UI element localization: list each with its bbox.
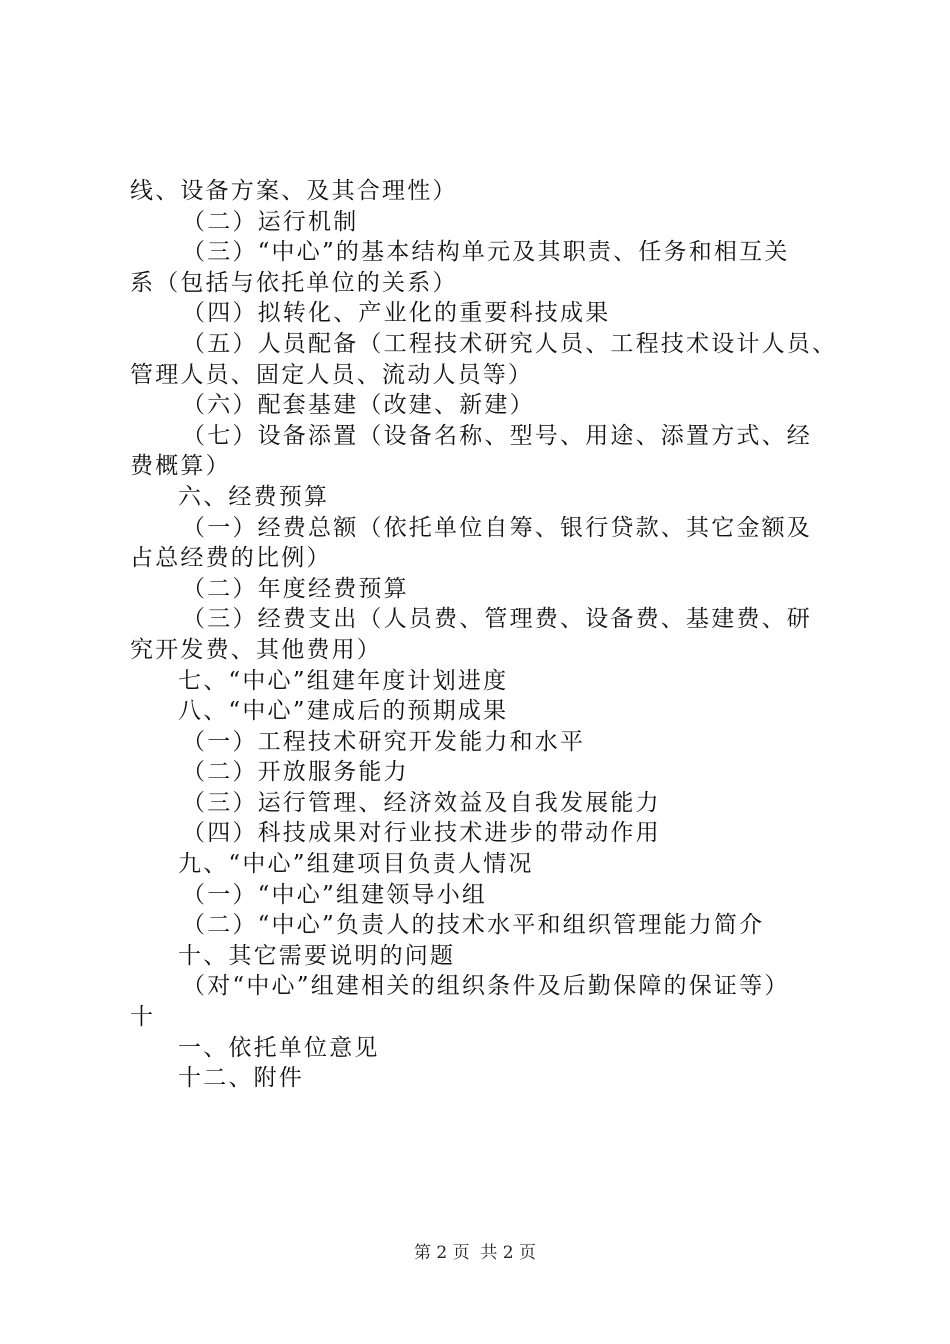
section-heading: 一、依托单位意见 xyxy=(178,1034,380,1061)
text-line: （六）配套基建（改建、新建） xyxy=(182,392,535,419)
text-line: （一）工程技术研究开发能力和水平 xyxy=(182,728,586,755)
text-line: 系（包括与依托单位的关系） xyxy=(130,269,458,296)
text-line: （二）年度经费预算 xyxy=(182,575,409,602)
text-line: （对“中心”组建相关的组织条件及后勤保障的保证等） xyxy=(182,973,790,1000)
text-line: （一）“中心”组建领导小组 xyxy=(182,881,488,908)
text-line: 线、设备方案、及其合理性） xyxy=(130,178,458,204)
text-line: （五）人员配备（工程技术研究人员、工程技术设计人员、 xyxy=(182,330,838,357)
text-line: （二）开放服务能力 xyxy=(182,759,409,786)
text-line: （四）拟转化、产业化的重要科技成果 xyxy=(182,300,611,327)
text-line: （三）“中心”的基本结构单元及其职责、任务和相互关 xyxy=(182,239,790,266)
section-heading: 六、经费预算 xyxy=(178,483,330,510)
text-line: 占总经费的比例） xyxy=(130,545,332,572)
text-line: 十 xyxy=(130,1004,156,1031)
page-footer xyxy=(0,1242,950,1264)
section-heading: 十二、附件 xyxy=(178,1065,304,1092)
section-heading: 九、“中心”组建项目负责人情况 xyxy=(178,851,534,878)
text-line: （三）经费支出（人员费、管理费、设备费、基建费、研 xyxy=(182,606,812,633)
text-line: 管理人员、固定人员、流动人员等） xyxy=(130,361,534,388)
text-line: 究开发费、其他费用） xyxy=(130,636,382,663)
text-line: （二）“中心”负责人的技术水平和组织管理能力简介 xyxy=(182,912,765,939)
text-line: （四）科技成果对行业技术进步的带动作用 xyxy=(182,820,661,847)
text-line: （二）运行机制 xyxy=(182,208,359,235)
text-line: （三）运行管理、经济效益及自我发展能力 xyxy=(182,789,661,816)
page-number: 第 2 页 共 2 页 xyxy=(413,1243,537,1263)
text-line: 费概算） xyxy=(130,453,231,480)
section-heading: 七、“中心”组建年度计划进度 xyxy=(178,667,509,694)
text-line: （一）经费总额（依托单位自筹、银行贷款、其它金额及 xyxy=(182,514,812,541)
section-heading: 十、其它需要说明的问题 xyxy=(178,942,456,969)
document-body xyxy=(130,176,840,1094)
text-line: （七）设备添置（设备名称、型号、用途、添置方式、经 xyxy=(182,422,812,449)
section-heading: 八、“中心”建成后的预期成果 xyxy=(178,698,509,725)
